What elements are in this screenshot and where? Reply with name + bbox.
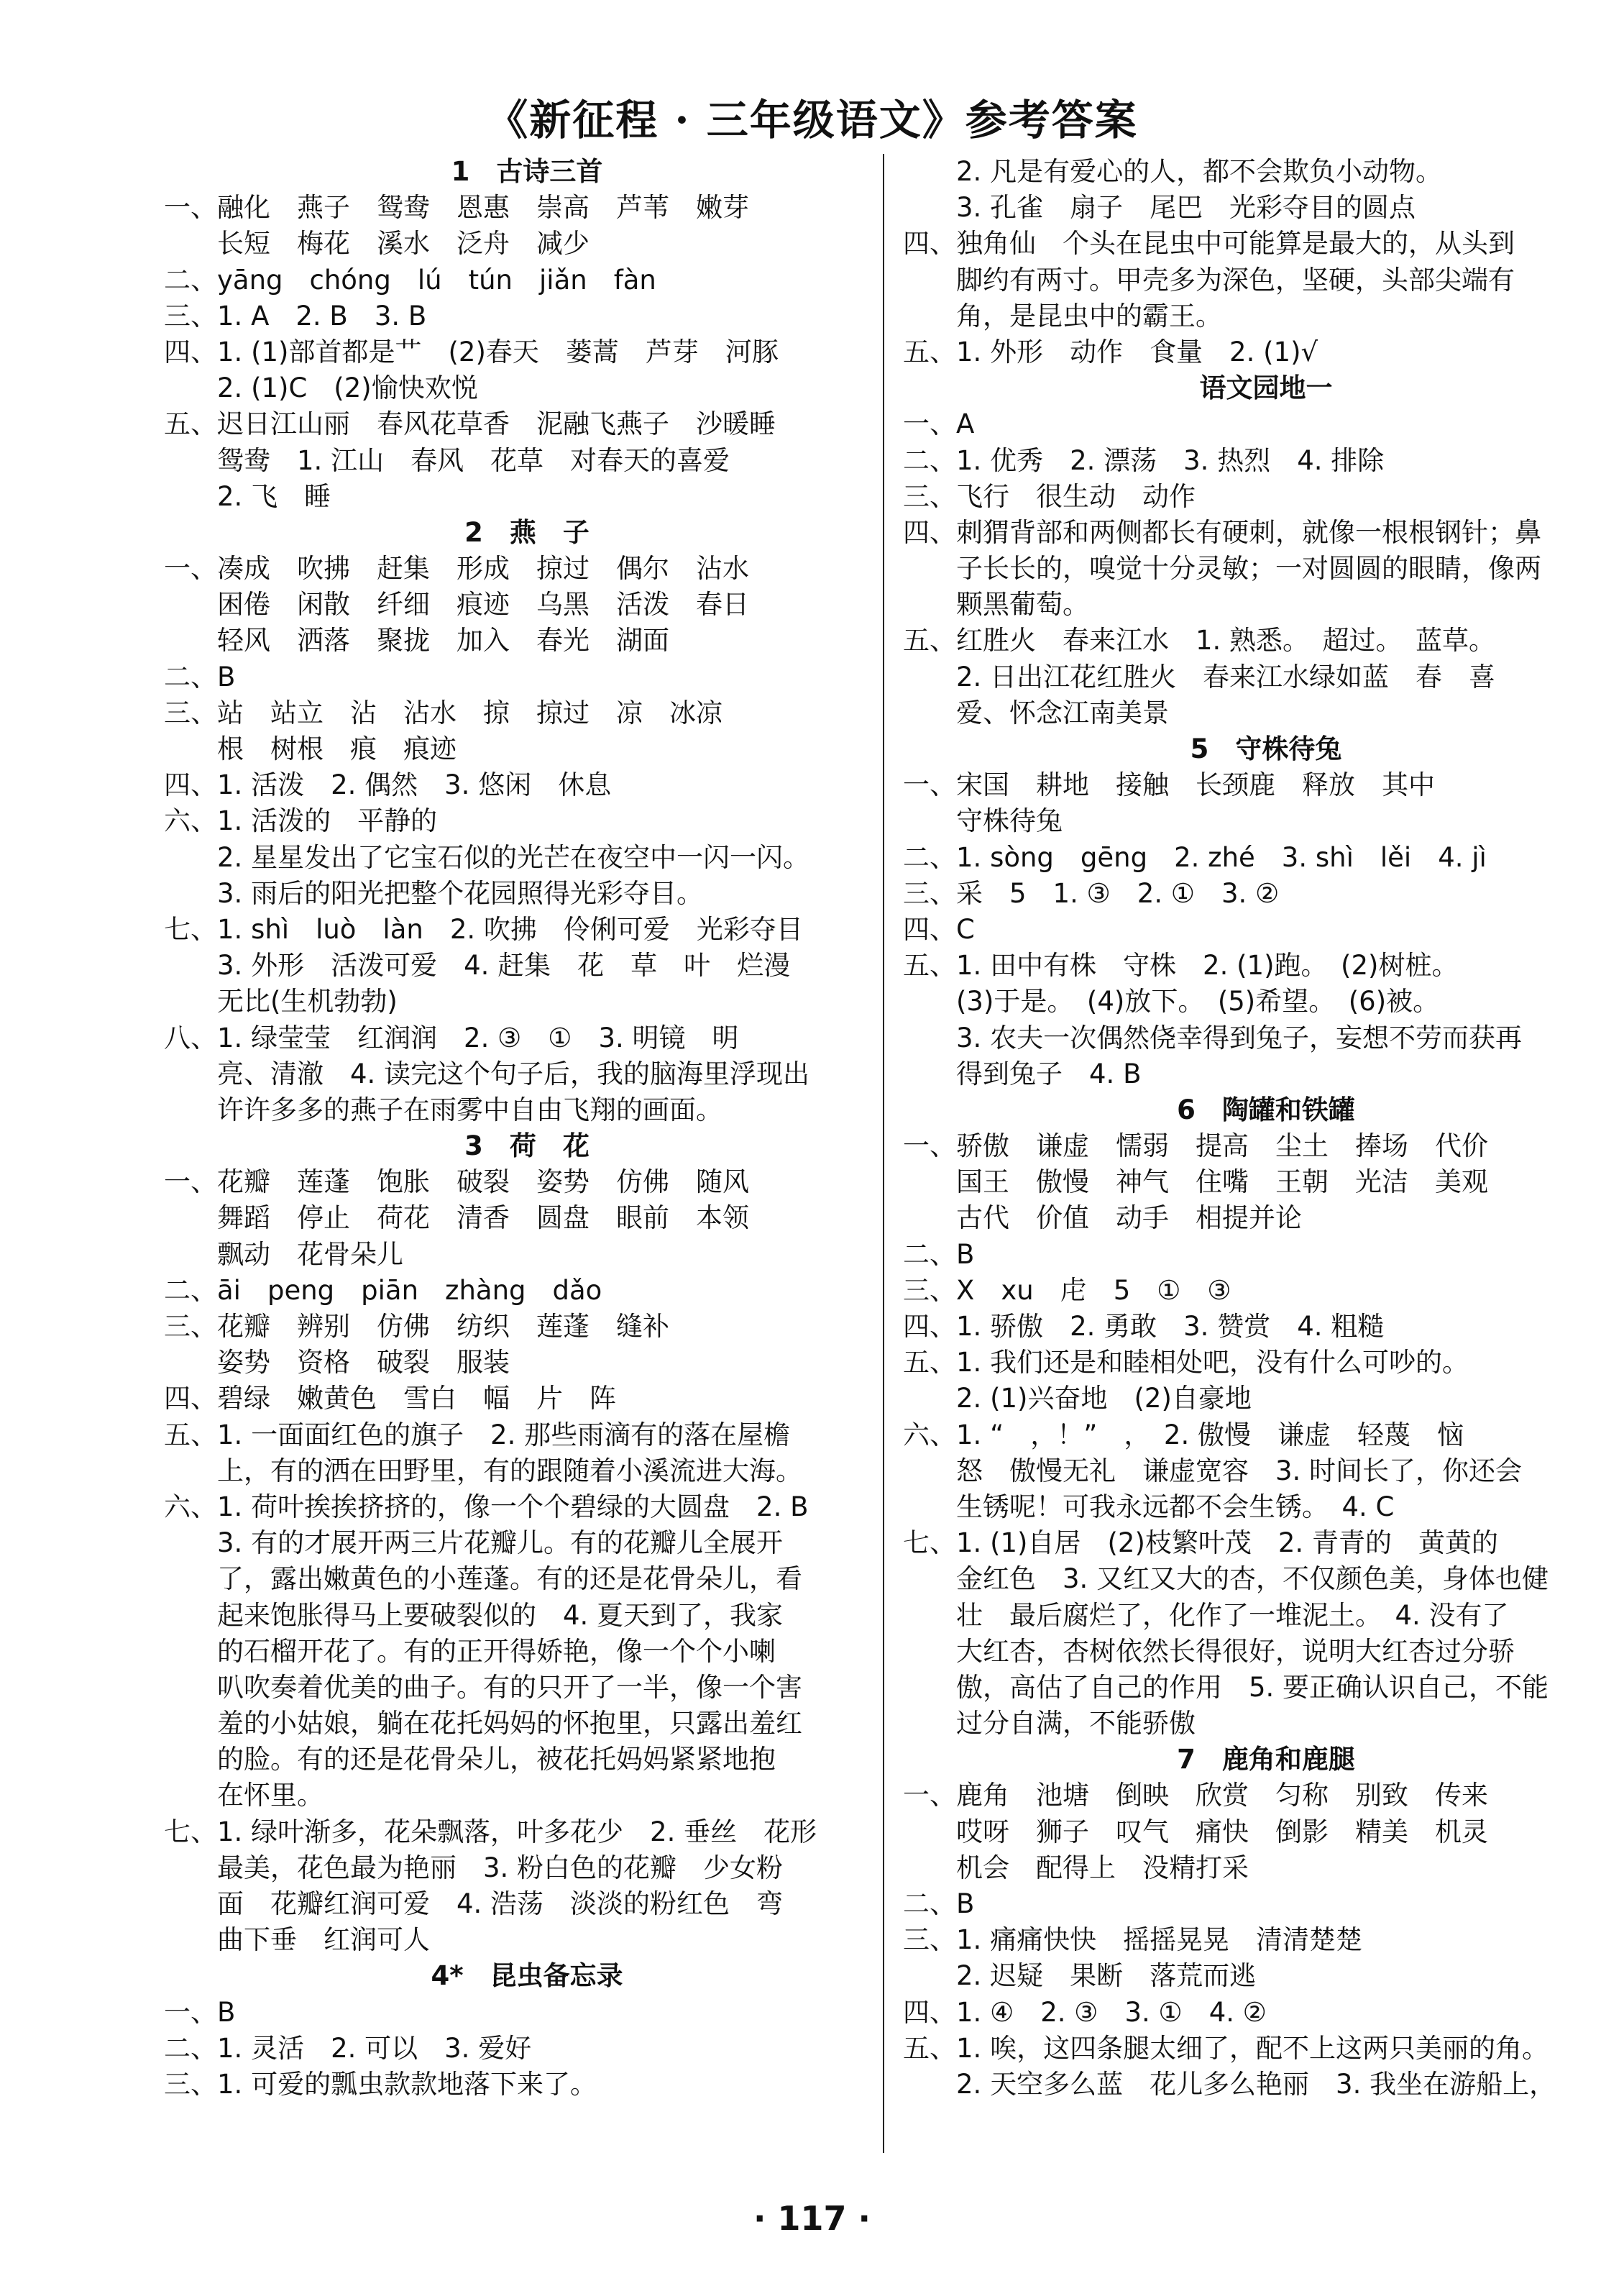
answer-line: 四、1. 骄傲 2. 勇敢 3. 赞赏 4. 粗糙 [903,1311,1385,1342]
answer-line: 七、1. shì luò làn 2. 吹拂 伶俐可爱 光彩夺目 [164,913,803,945]
answer-line: 三、花瓣 辨别 仿佛 纺织 莲蓬 缝补 [164,1311,669,1342]
answer-line: 一、骄傲 谦虚 懦弱 提高 尘土 捧场 代价 [903,1130,1488,1162]
answer-line: 2. (1)兴奋地 (2)自豪地 [956,1383,1252,1414]
answer-line: 五、1. 一面面红色的旗子 2. 那些雨滴有的落在屋檐 [164,1419,791,1450]
answer-line: 六、1. 活泼的 平静的 [164,805,438,837]
answer-line: 飘动 花骨朵儿 [217,1238,403,1270]
answer-line: 3. 雨后的阳光把整个花园照得光彩夺目。 [217,877,704,909]
answer-line: 2. (1)C (2)愉快欢悦 [217,372,478,404]
page-title: 《新征程 · 三年级语文》参考答案 [486,96,1138,145]
answer-line: 角，是昆虫中的霸王。 [956,300,1222,331]
answer-line: 过分自满，不能骄傲 [956,1708,1196,1739]
answer-line: 一、B [164,1996,236,2028]
section-heading: 3 荷 花 [464,1130,589,1162]
answer-line: 四、刺猬背部和两侧都长有硬刺，就像一根根钢针；鼻 [903,516,1541,548]
section-heading: 语文园地一 [1199,372,1333,404]
answer-line: 面 花瓣红润可爱 4. 浩荡 淡淡的粉红色 弯 [217,1888,784,1919]
answer-line: 三、飞行 很生动 动作 [903,480,1196,512]
answer-line: 爱、怀念江南美景 [956,697,1169,728]
answer-line: 三、1. 可爱的瓢虫款款地落下来了。 [164,2068,597,2100]
answer-line: 五、1. 外形 动作 食量 2. (1)√ [903,336,1318,367]
answer-line: 一、宋国 耕地 接触 长颈鹿 释放 其中 [903,769,1435,801]
answer-line: 3. 有的才展开两三片花瓣儿。有的花瓣儿全展开 [217,1527,784,1559]
answer-line: 六、1. 荷叶挨挨挤挤的，像一个个碧绿的大圆盘 2. B [164,1491,809,1522]
answer-line: 2. 凡是有爱心的人，都不会欺负小动物。 [956,156,1443,187]
answer-line: 怒 傲慢无礼 谦虚宽容 3. 时间长了，你还会 [956,1455,1523,1486]
answer-line: 起来饱胀得马上要破裂似的 4. 夏天到了，我家 [217,1599,784,1631]
answer-line: 五、红胜火 春来江水 1. 熟悉。 超过。 蓝草。 [903,625,1496,657]
answer-line: 五、1. 唉，这四条腿太细了，配不上这两只美丽的角。 [903,2032,1549,2064]
answer-line: 五、迟日江山丽 春风花草香 泥融飞燕子 沙暖睡 [164,408,776,440]
answer-line: 七、1. 绿叶渐多，花朵飘落，叶多花少 2. 垂丝 花形 [164,1816,817,1847]
answer-line: 许许多多的燕子在雨雾中自由飞翔的画面。 [217,1094,722,1125]
answer-line: 二、yāng chóng lú tún jiǎn fàn [164,264,656,296]
section-heading: 1 古诗三首 [451,156,603,187]
answer-line: 三、1. 痛痛快快 摇摇晃晃 清清楚楚 [903,1924,1363,1956]
answer-line: 四、碧绿 嫩黄色 雪白 幅 片 阵 [164,1383,616,1414]
answer-line: 3. 外形 活泼可爱 4. 赶集 花 草 叶 烂漫 [217,950,791,982]
answer-line: 四、C [903,913,975,945]
answer-line: 羞的小姑娘，躺在花托妈妈的怀抱里，只露出羞红 [217,1708,802,1739]
answer-column-left [164,154,890,2103]
answer-line: 了，露出嫩黄色的小莲蓬。有的还是花骨朵儿，看 [217,1563,802,1595]
answer-line: 鸳鸯 1. 江山 春风 花草 对春天的喜爱 [217,444,730,476]
answer-line: 二、B [903,1888,975,1919]
answer-line: 七、1. (1)自居 (2)枝繁叶茂 2. 青青的 黄黄的 [903,1527,1498,1559]
answer-line: 五、1. 我们还是和睦相处吧，没有什么可吵的。 [903,1347,1469,1378]
answer-line: 2. 迟疑 果断 落荒而逃 [956,1960,1257,1992]
answer-line: 3. 孔雀 扇子 尾巴 光彩夺目的圆点 [956,192,1416,224]
answer-line: 守株待兔 [956,805,1063,837]
answer-line: 傲，高估了自己的作用 5. 要正确认识自己，不能 [956,1671,1549,1703]
answer-line: 最美，花色最为艳丽 3. 粉白色的花瓣 少女粉 [217,1852,784,1883]
answer-line: 一、花瓣 莲蓬 饱胀 破裂 姿势 仿佛 随风 [164,1166,749,1198]
answer-line: 得到兔子 4. B [956,1058,1142,1089]
section-heading: 6 陶罐和铁罐 [1177,1094,1355,1125]
answer-line: 二、B [903,1238,975,1270]
answer-line: 轻风 洒落 聚拢 加入 春光 湖面 [217,625,669,657]
answer-column-right [903,154,1624,2103]
answer-line: 的石榴开花了。有的正开得娇艳，像一个个小喇 [217,1635,776,1667]
section-heading: 7 鹿角和鹿腿 [1177,1744,1355,1775]
answer-line: 古代 价值 动手 相提并论 [956,1202,1302,1234]
answer-line: 脚约有两寸。甲壳多为深色，坚硬，头部尖端有 [956,264,1515,296]
answer-line: 舞蹈 停止 荷花 清香 圆盘 眼前 本领 [217,1202,749,1234]
answer-line: 大红杏，杏树依然长得很好，说明大红杏过分骄 [956,1635,1515,1667]
column-divider [883,154,884,2153]
answer-line: 四、1. ④ 2. ③ 3. ① 4. ② [903,1996,1267,2028]
answer-line: 2. 星星发出了它宝石似的光芒在夜空中一闪一闪。 [217,841,810,873]
answer-line: 在怀里。 [217,1780,324,1811]
answer-line: 二、1. 灵活 2. 可以 3. 爱好 [164,2032,532,2064]
answer-line: 颗黑葡萄。 [956,589,1089,621]
answer-line: 曲下垂 红润可人 [217,1924,430,1956]
section-heading: 5 守株待兔 [1190,733,1342,764]
answer-line: 子长长的，嗅觉十分灵敏；一对圆圆的眼睛，像两 [956,553,1541,585]
answer-line: 哎呀 狮子 叹气 痛快 倒影 精美 机灵 [956,1816,1488,1847]
answer-line: 2. 飞 睡 [217,480,331,512]
answer-line: 的脸。有的还是花骨朵儿，被花托妈妈紧紧地抱 [217,1744,776,1775]
answer-line: 困倦 闲散 纤细 痕迹 乌黑 活泼 春日 [217,589,749,621]
answer-line: 叭吹奏着优美的曲子。有的只开了一半，像一个害 [217,1671,802,1703]
answer-line: 根 树根 痕 痕迹 [217,733,457,764]
answer-line: 壮 最后腐烂了，化作了一堆泥土。 4. 没有了 [956,1599,1509,1631]
answer-line: 二、B [164,661,236,692]
answer-line: 无比(生机勃勃) [217,986,398,1018]
answer-line: 四、1. (1)部首都是艹 (2)春天 蒌蒿 芦芽 河豚 [164,336,779,367]
answer-line: 2. 日出江花红胜火 春来江水绿如蓝 春 喜 [956,661,1496,692]
answer-line: 三、1. A 2. B 3. B [164,300,427,331]
answer-line: 三、站 站立 沾 沾水 掠 掠过 凉 冰凉 [164,697,722,728]
answer-line: 二、āi peng piān zhàng dǎo [164,1274,602,1306]
section-heading: 2 燕 子 [464,516,589,548]
answer-line: 二、1. sòng gēng 2. zhé 3. shì lěi 4. jì [903,841,1487,873]
answer-line: 四、1. 活泼 2. 偶然 3. 悠闲 休息 [164,769,612,801]
answer-line: 3. 农夫一次偶然侥幸得到兔子，妄想不劳而获再 [956,1022,1523,1053]
answer-line: 姿势 资格 破裂 服装 [217,1347,510,1378]
answer-line: 国王 傲慢 神气 住嘴 王朝 光洁 美观 [956,1166,1488,1198]
answer-line: 金红色 3. 又红又大的杏，不仅颜色美，身体也健 [956,1563,1549,1595]
answer-line: 一、融化 燕子 鸳鸯 恩惠 崇高 芦苇 嫩芽 [164,192,749,224]
answer-line: 三、采 5 1. ③ 2. ① 3. ② [903,877,1280,909]
answer-line: 生锈呢！可我永远都不会生锈。 4. C [956,1491,1395,1522]
answer-line: 六、1. “ ，！” ， 2. 傲慢 谦虚 轻蔑 恼 [903,1419,1464,1450]
answer-line: 四、独角仙 个头在昆虫中可能算是最大的，从头到 [903,228,1515,260]
answer-line: 一、鹿角 池塘 倒映 欣赏 匀称 别致 传来 [903,1780,1488,1811]
page-number: · 117 · [753,2199,871,2238]
answer-line: (3)于是。 (4)放下。 (5)希望。 (6)被。 [956,986,1440,1018]
answer-line: 一、A [903,408,975,440]
answer-line: 机会 配得上 没精打采 [956,1852,1249,1883]
answer-line: 长短 梅花 溪水 泛舟 减少 [217,228,589,260]
answer-line: 2. 天空多么蓝 花儿多么艳丽 3. 我坐在游船上， [956,2068,1556,2100]
answer-line: 上，有的洒在田野里，有的跟随着小溪流进大海。 [217,1455,802,1486]
answer-line: 五、1. 田中有株 守株 2. (1)跑。 (2)树桩。 [903,950,1459,982]
answer-line: 二、1. 优秀 2. 漂荡 3. 热烈 4. 排除 [903,444,1385,476]
section-heading: 4* 昆虫备忘录 [431,1960,623,1992]
answer-line: 八、1. 绿莹莹 红润润 2. ③ ① 3. 明镜 明 [164,1022,739,1053]
answer-line: 亮、清澈 4. 读完这个句子后，我的脑海里浮现出 [217,1058,810,1089]
answer-line: 三、X xu 虍 5 ① ③ [903,1274,1231,1306]
answer-line: 一、凑成 吹拂 赶集 形成 掠过 偶尔 沾水 [164,553,749,585]
